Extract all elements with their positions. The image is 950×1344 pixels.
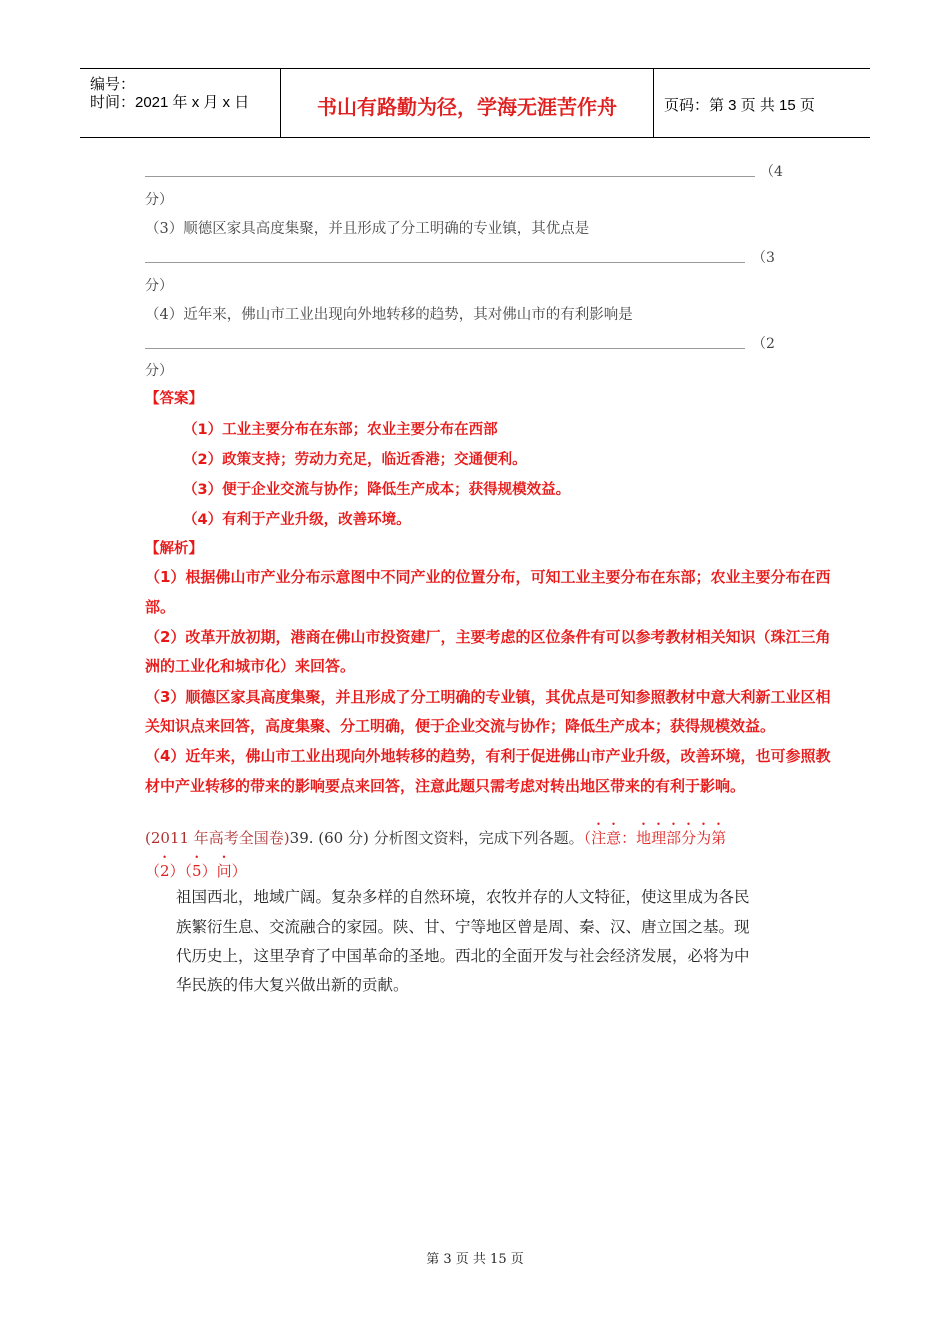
page-footer: 第 3 页 共 15 页 — [426, 1252, 524, 1267]
header-page-info: 页码：第 3 页 共 15 页 — [664, 97, 815, 114]
answer-blank-line — [145, 176, 755, 177]
answer-blank-line — [145, 262, 745, 263]
passage-line: 华民族的伟大复兴做出新的贡献。 — [176, 976, 409, 994]
geography-note: （注意：地理部分为第 — [583, 829, 727, 847]
score-open: （4 — [760, 164, 783, 180]
doc-time-label: 时间：2021 年 x 月 x 日 — [90, 94, 250, 111]
answer-blank-line — [145, 348, 745, 349]
geography-note-parts: （2）（5）问） — [145, 862, 247, 880]
score-unit: 分） — [145, 363, 173, 379]
score-unit: 分） — [145, 278, 173, 294]
analysis-line: 材中产业转移的带来的影响要点来回答，注意此题只需考虑对转出地区带来的有利于影响。 — [145, 777, 746, 795]
analysis-line: （2）改革开放初期，港商在佛山市投资建厂，主要考虑的区位条件有可以参考教材相关知识（珠江三角 — [145, 628, 831, 646]
header-page-cell — [654, 69, 870, 137]
analysis-line: 部。 — [145, 598, 176, 616]
answer-item: （1）工业主要分布在东部；农业主要分布在西部 — [183, 422, 498, 438]
analysis-line: 关知识点来回答，高度集聚、分工明确，便于企业交流与协作；降低生产成本；获得规模效益。 — [145, 717, 776, 735]
header-meta-cell — [80, 69, 281, 137]
score-open: （3 — [752, 250, 775, 266]
analysis-title: 【解析】 — [145, 541, 203, 557]
answer-title: 【答案】 — [145, 391, 203, 407]
doc-number-label: 编号： — [90, 76, 136, 93]
analysis-line: （1）根据佛山市产业分布示意图中不同产业的位置分布，可知工业主要分布在东部；农业主要分布在西 — [145, 568, 831, 586]
score-open: （2 — [752, 336, 775, 352]
answer-item: （4）有利于产业升级，改善环境。 — [183, 512, 411, 528]
analysis-line: 洲的工业化和城市化）来回答。 — [145, 657, 356, 675]
passage-line: 祖国西北，地域广阔。复杂多样的自然环境，农牧并存的人文特征，使这里成为各民 — [176, 888, 750, 906]
question-source-line — [145, 820, 726, 848]
header-motto: 书山有路勤为径，学海无涯苦作舟 — [317, 97, 617, 119]
question-4-text: （4）近年来，佛山市工业出现向外地转移的趋势，其对佛山市的有利影响是 — [145, 307, 633, 323]
exam-source: (2011 年高考全国卷) — [145, 829, 290, 847]
header-motto-cell — [281, 69, 654, 137]
analysis-line: （4）近年来，佛山市工业出现向外地转移的趋势，有利于促进佛山市产业升级，改善环境，也可参照教 — [145, 747, 831, 765]
passage-line: 族繁衍生息、交流融合的家园。陕、甘、宁等地区曾是周、秦、汉、唐立国之基。现 — [176, 918, 750, 936]
answer-item: （2）政策支持；劳动力充足，临近香港；交通便利。 — [183, 452, 527, 468]
page-header — [80, 68, 870, 138]
question-3-text: （3）顺德区家具高度集聚，并且形成了分工明确的专业镇，其优点是 — [145, 221, 590, 237]
question-39-prompt: 39. (60 分) 分析图文资料，完成下列各题。 — [289, 829, 584, 847]
score-unit: 分） — [145, 192, 173, 208]
passage-line: 代历史上，这里孕育了中国革命的圣地。西北的全面开发与社会经济发展，必将为中 — [176, 947, 750, 965]
answer-item: （3）便于企业交流与协作；降低生产成本；获得规模效益。 — [183, 482, 571, 498]
analysis-line: （3）顺德区家具高度集聚，并且形成了分工明确的专业镇，其优点是可知参照教材中意大利新工业区相 — [145, 688, 831, 706]
